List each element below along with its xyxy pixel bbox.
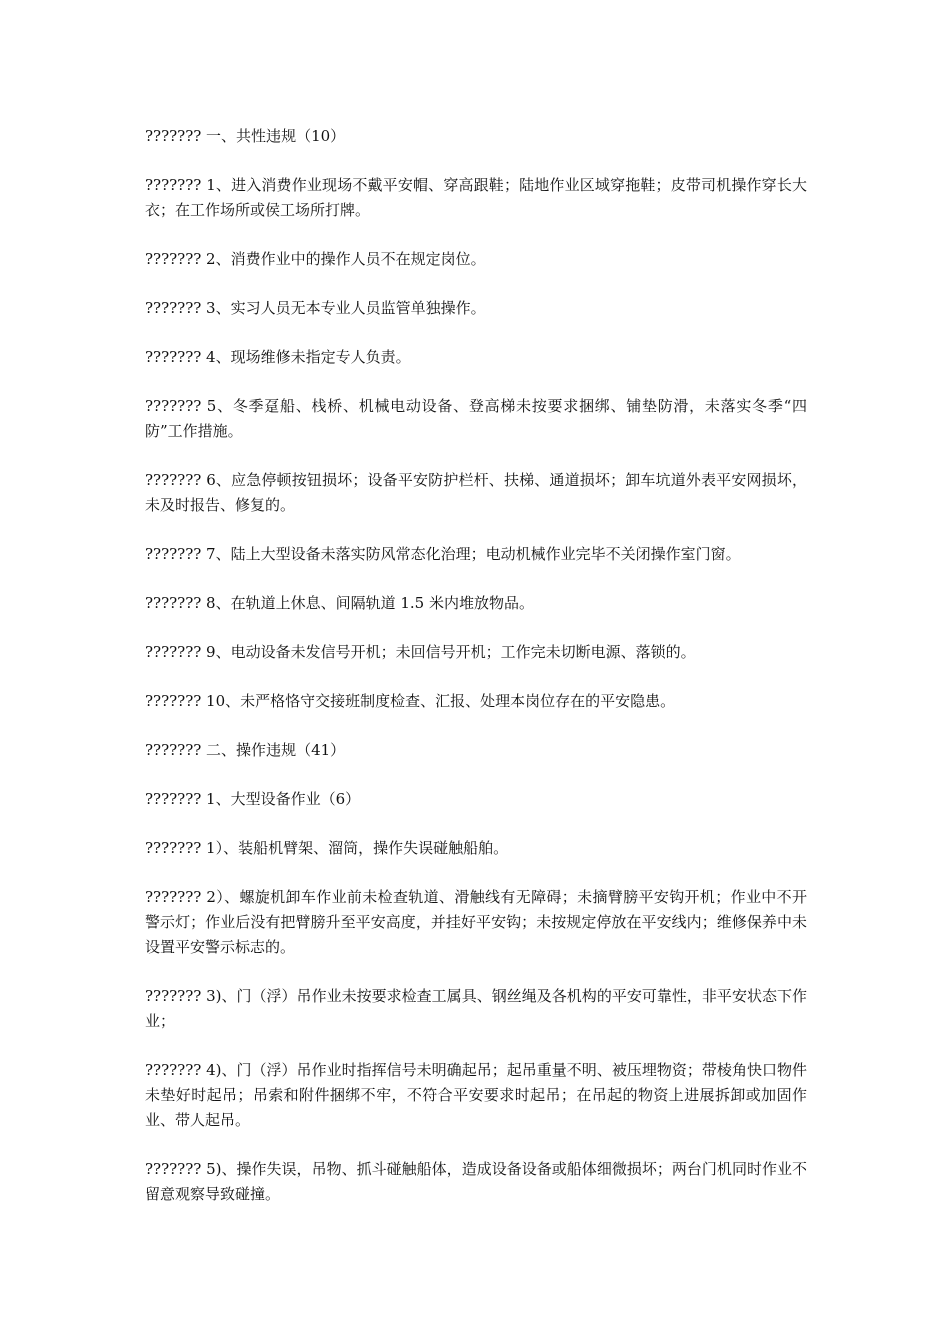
paragraph: ??????? 5、冬季趸船、栈桥、机械电动设备、登高梯未按要求捆绑、铺垫防滑，未落实冬季“四防”工作措施。 xyxy=(145,397,807,440)
paragraph: ??????? 2、消费作业中的操作人员不在规定岗位。 xyxy=(145,250,486,268)
paragraph: ??????? 1、进入消费作业现场不戴平安帽、穿高跟鞋；陆地作业区域穿拖鞋；皮带司机操作穿长大衣；在工作场所或侯工场所打牌。 xyxy=(145,176,807,219)
paragraph: ??????? 3、实习人员无本专业人员监管单独操作。 xyxy=(145,299,486,317)
paragraph: ??????? 9、电动设备未发信号开机；未回信号开机；工作完未切断电源、落锁的。 xyxy=(145,643,696,661)
paragraph: ??????? 5)、操作失误，吊物、抓斗碰触船体，造成设备设备或船体细微损坏；两台门机同时作业不留意观察导致碰撞。 xyxy=(145,1160,807,1203)
paragraph: ??????? 8、在轨道上休息、间隔轨道 1.5 米内堆放物品。 xyxy=(145,594,534,612)
paragraph: ??????? 4、现场维修未指定专人负责。 xyxy=(145,348,411,366)
paragraph: ??????? 6、应急停顿按钮损坏；设备平安防护栏杆、扶梯、通道损坏；卸车坑道外表平安网损坏，未及时报告、修复的。 xyxy=(145,471,807,514)
paragraph: ??????? 4)、门（浮）吊作业时指挥信号未明确起吊；起吊重量不明、被压埋物资；带棱角快口物件未垫好时起吊；吊索和附件捆绑不牢，不符合平安要求时起吊；在吊起的物资上进展拆卸或加固作业、带人起吊。 xyxy=(145,1061,807,1129)
paragraph: ??????? 2）、螺旋机卸车作业前未检查轨道、滑触线有无障碍；未摘臂膀平安钩开机；作业中不开警示灯；作业后没有把臂膀升至平安高度，并挂好平安钩；未按规定停放在平安线内；维修保养中未设置平安警示标志的。 xyxy=(145,888,807,956)
paragraph: ??????? 3)、门（浮）吊作业未按要求检查工属具、钢丝绳及各机构的平安可靠性，非平安状态下作业； xyxy=(145,987,807,1030)
paragraph: ??????? 10、未严格恪守交接班制度检查、汇报、处理本岗位存在的平安隐患。 xyxy=(145,692,676,710)
section-heading-common-violations: ??????? 一、共性违规（10） xyxy=(145,127,346,145)
paragraph: ??????? 1）、装船机臂架、溜筒，操作失误碰触船舶。 xyxy=(145,839,509,857)
section-heading-operation-violations: ??????? 二、操作违规（41） xyxy=(145,741,346,759)
subsection-heading: ??????? 1、大型设备作业（6） xyxy=(145,790,361,808)
document-body xyxy=(145,124,807,1231)
paragraph: ??????? 7、陆上大型设备未落实防风常态化治理；电动机械作业完毕不关闭操作室门窗。 xyxy=(145,545,741,563)
